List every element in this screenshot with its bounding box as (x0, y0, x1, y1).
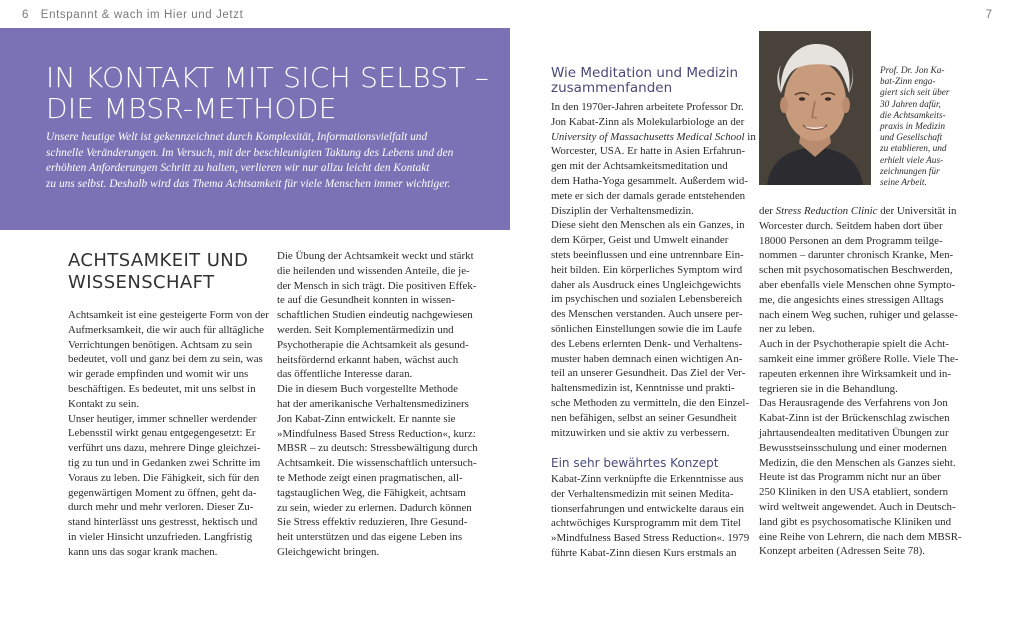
text-line: gen mit der Achtsamkeitsmeditation und (551, 160, 728, 173)
text-line: Konzept arbeiten (Adressen Seite 78). (759, 545, 926, 558)
text-line: eine Reihe von Lehrern, die nach dem MBSR- (759, 530, 962, 543)
chapter-intro (46, 130, 476, 192)
text-line: Kabat-Zinn verknüpfte die Erkenntnisse aus (551, 473, 744, 485)
text-line: MBSR – zu deutsch: Stressbewältigung durch (277, 442, 478, 455)
text-line: zu etablieren, und (880, 144, 947, 155)
body-column-4 (759, 204, 962, 559)
text-line: heit unterstützen und das eigene Leben ins (277, 531, 463, 544)
subheading-line: Wie Meditation und Medizin (551, 65, 739, 81)
text-line: muster haben demnach einen wichtigen An- (551, 352, 743, 365)
text-line: der Mensch in sich trägt. Die positiven Effek- (277, 279, 477, 292)
text-line: heitsfördernd erkannt haben, wächst auch (277, 353, 459, 366)
text-line: Die in diesem Buch vorgestellte Methode (277, 383, 458, 396)
text-line: rapeuten erkennen ihre Wirksamkeit und in- (759, 367, 951, 380)
text-line: Aufmerksamkeit, die wir auch für alltägliche (68, 323, 264, 336)
section-heading-line: WISSENSCHAFT (68, 272, 215, 293)
text-line: achtwöchiges Kursprogramm mit dem Titel (551, 517, 741, 530)
body-column-2 (277, 249, 478, 560)
text-line: verführt uns dazu, mehrere Dinge gleichzei- (68, 442, 261, 455)
text-line: Psychotherapie die Achtsamkeit als gesund- (277, 338, 469, 351)
text-line: University of Massachusetts Medical School in (551, 130, 756, 143)
text-line: te auf die Gesundheit konnten in wissen- (277, 294, 455, 307)
text-line: durch mehr und mehr verloren. Dieser Zu- (68, 501, 254, 514)
text-line: Worcester, USA. Er hatte in Asien Erfahrun- (551, 145, 746, 158)
text-line: schen mit psychosomatischen Beschwerden, (759, 264, 953, 277)
chapter-title (46, 61, 490, 125)
text-line: Worcester durch. Seitdem haben dort über (759, 219, 943, 232)
text-line: der Verhaltensmedizin mit seinen Medita- (551, 487, 734, 500)
text-line: Verrichtungen benötigen. Achtsam zu sein (68, 338, 253, 351)
text-line: in vieler Hinsicht unzufrieden. Langfristig (68, 530, 253, 543)
text-line: 18000 Personen an dem Programm teilge- (759, 234, 943, 247)
section-heading (68, 250, 248, 294)
text-line: werden. Seit Komplementärmedizin und (277, 323, 454, 336)
text-line: nommen – darunter chronisch Kranke, Men- (759, 249, 954, 262)
section-heading-line: ACHTSAMKEIT UND (68, 250, 249, 271)
text-line: heit bilden. Ein körperliches Symptom wird (551, 263, 743, 276)
text-line: Prof. Dr. Jon Ka- (880, 66, 945, 76)
portrait-photo (759, 31, 871, 185)
text-line: haltensmedizin ist, Kenntnisse und prakti- (551, 382, 735, 395)
chapter-title-line: IN KONTAKT MIT SICH SELBST – (46, 61, 490, 94)
text-line: 250 Kliniken in den USA etabliert, sondern (759, 486, 949, 499)
title-banner (0, 28, 510, 230)
text-line: Medizin, die den Menschen als Ganzes sieht. (759, 456, 956, 469)
text-line: In den 1970er-Jahren arbeitete Professor Dr. (551, 101, 744, 113)
text-line: bedeutet, voll und ganz bei dem zu sein, was (68, 353, 263, 366)
text-line: tagstauglichen Weg, die Fähigkeit, achtsam (277, 486, 466, 499)
text-line: gegenwärtigen Moment zu öffnen, geht da- (68, 486, 257, 499)
body-column-3 (551, 100, 756, 440)
text-line: tig zu tun und in Gedanken zwei Schritte im (68, 456, 261, 469)
text-line: tegrieren sie in die Behandlung. (759, 382, 898, 395)
text-line: Die Übung der Achtsamkeit weckt und stärkt (277, 250, 474, 262)
text-line: stets beeinflussen und eine untrennbare Ein- (551, 248, 744, 261)
text-line: schaftlichen Studien eindeutig nachgewiesen (277, 309, 473, 322)
running-title: Entspannt & wach im Hier und Jetzt (40, 9, 244, 21)
intro-line: Unsere heutige Welt ist gekennzeichnet durch Komplexität, Informationsvielfalt und (46, 131, 428, 143)
text-line: dem Hatha-Yoga gesammelt. Außerdem wid- (551, 174, 748, 187)
text-line: giert sich seit über (880, 88, 950, 99)
photo-caption (880, 66, 949, 189)
text-line: zu sein, wieder zu erlernen. Dadurch können (277, 501, 472, 514)
text-line: 30 Jahren dafür, (880, 99, 941, 110)
text-line: praxis in Medizin (880, 122, 946, 133)
text-line: mete er sich der damals gerade entstehenden (551, 189, 746, 202)
body-column-3b (551, 472, 749, 561)
text-line: Achtsamkeit ist eine gesteigerte Form von der (68, 309, 269, 321)
subheading-meditation-medicine (551, 66, 738, 96)
text-line: Kabat-Zinn ist der Brückenschlag zwischen (759, 412, 950, 425)
running-header (22, 9, 243, 21)
text-line: stand hinterlässt uns gestresst, hektisch und (68, 516, 258, 529)
text-line: der Stress Reduction Clinic der Universität in (759, 205, 957, 217)
text-line: Unser heutiger, immer schneller werdender (68, 412, 257, 425)
text-line: ner zu leben. (759, 323, 815, 336)
text-line: die Achtsamkeits- (880, 110, 946, 121)
text-line: Kontakt zu sein. (68, 397, 140, 410)
text-line: des Menschen verstanden. Auch unsere per- (551, 308, 743, 321)
body-column-1 (68, 308, 269, 560)
text-line: samkeit eine immer größere Rolle. Viele The- (759, 352, 959, 365)
text-line: Jon Kabat-Zinn als Molekularbiologe an der (551, 115, 745, 128)
text-line: mitzuwirken und sie aktiv zu verbessern. (551, 426, 730, 439)
text-line: nen befähigen, selbst an seiner Gesundheit (551, 411, 737, 424)
text-line: die heilenden und wissenden Anteile, die je- (277, 264, 470, 277)
text-line: Voraus zu leben. Die Fähigkeit, sich für den (68, 471, 260, 484)
text-line: land gibt es psychosomatische Kliniken und (759, 515, 952, 528)
portrait-image (759, 31, 871, 185)
text-line: hat der amerikanische Verhaltensmediziners (277, 397, 469, 410)
text-line: führte Kabat-Zinn diesen Kurs erstmals an (551, 546, 737, 559)
text-line: Lebensstil wirkt genau entgegengesetzt: Er (68, 427, 256, 440)
text-line: Auch in der Psychotherapie spielt die Acht- (759, 338, 949, 351)
text-line: Jon Kabat-Zinn entwickelt. Er nannte sie (277, 412, 456, 425)
text-line: Disziplin der Verhaltensmedizin. (551, 204, 694, 217)
text-line: Diese sieht den Menschen als ein Ganzes, in (551, 219, 745, 232)
text-line: dem Körper, Geist und Umwelt einander (551, 234, 729, 247)
text-line: »Mindfulness Based Stress Reduction«, kurz: (277, 427, 476, 440)
text-line: Bewusstseinsschulung und einer modernen (759, 441, 947, 454)
text-line: wir gerade empfinden und womit wir uns (68, 368, 249, 381)
right-page-number: 7 (985, 9, 992, 21)
intro-line: schnelle Veränderungen. Im Versuch, mit der beschleunigten Taktung des Lebens und den (46, 146, 454, 159)
subheading-proven-concept: Ein sehr bewährtes Konzept (551, 456, 719, 470)
text-line: wird weltweit angewendet. Auch in Deutsch- (759, 500, 956, 513)
text-line: jahrtausendealten meditativen Übungen zur (759, 426, 949, 439)
text-line: sche Methoden zu vermitteln, die den Einzel- (551, 396, 750, 409)
text-line: daher als Ausdruck eines Ungleichgewichts (551, 278, 741, 291)
text-line: Sie Stress effektiv reduzieren, Ihre Gesund- (277, 516, 468, 529)
text-line: me, die angesichts eines stressigen Alltags (759, 293, 944, 306)
text-line: Das Herausragende des Verfahrens von Jon (759, 397, 948, 410)
text-line: tionserfahrungen und entwickelte daraus ein (551, 502, 744, 515)
text-line: das öffentliche Interesse daran. (277, 368, 413, 381)
text-line: aber ebenfalls viele Menschen ohne Sympto- (759, 278, 956, 291)
text-line: beschäftigen. Es bedeutet, mit uns selbst in (68, 382, 256, 395)
text-line: Achtsamkeit. Die wissenschaftlich untersuch- (277, 457, 477, 470)
text-line: seine Arbeit. (880, 178, 927, 189)
chapter-title-line: DIE MBSR-METHODE (46, 92, 337, 125)
text-line: kann uns das sogar krank machen. (68, 545, 218, 558)
text-line: nach einem Weg suchen, ruhiger und gelasse- (759, 308, 958, 321)
intro-line: zu uns selbst. Deshalb wird das Thema Achtsamkeit für viele Menschen immer wichtiger. (46, 177, 451, 190)
text-line: des Lebens erlernten Denk- und Verhaltens- (551, 337, 743, 350)
text-line: teil an unserer Gesundheit. Das Ziel der Ver- (551, 367, 746, 380)
text-line: und Gesellschaft (880, 133, 943, 144)
subheading-line: zusammenfanden (551, 80, 673, 96)
text-line: sönlichen Einstellungen sowie die im Laufe (551, 322, 742, 335)
text-line: im psychischen und sozialen Lebensbereich (551, 293, 743, 306)
text-line: Gleichgewicht bringen. (277, 545, 380, 558)
text-line: zeichnungen für (880, 166, 940, 177)
intro-line: erhöhten Anforderungen Schritt zu halten, verlieren wir nur allzu leicht den Kontakt (46, 162, 430, 174)
text-line: »Mindfulness Based Stress Reduction«. 1979 (551, 532, 750, 545)
text-line: bat-Zinn enga- (880, 77, 936, 88)
text-line: Heute ist das Programm nicht nur an über (759, 471, 941, 484)
text-line: te Methode zeigt einen pragmatischen, all- (277, 471, 463, 484)
left-page-number: 6 (22, 9, 29, 21)
text-line: erhielt viele Aus- (880, 155, 944, 166)
